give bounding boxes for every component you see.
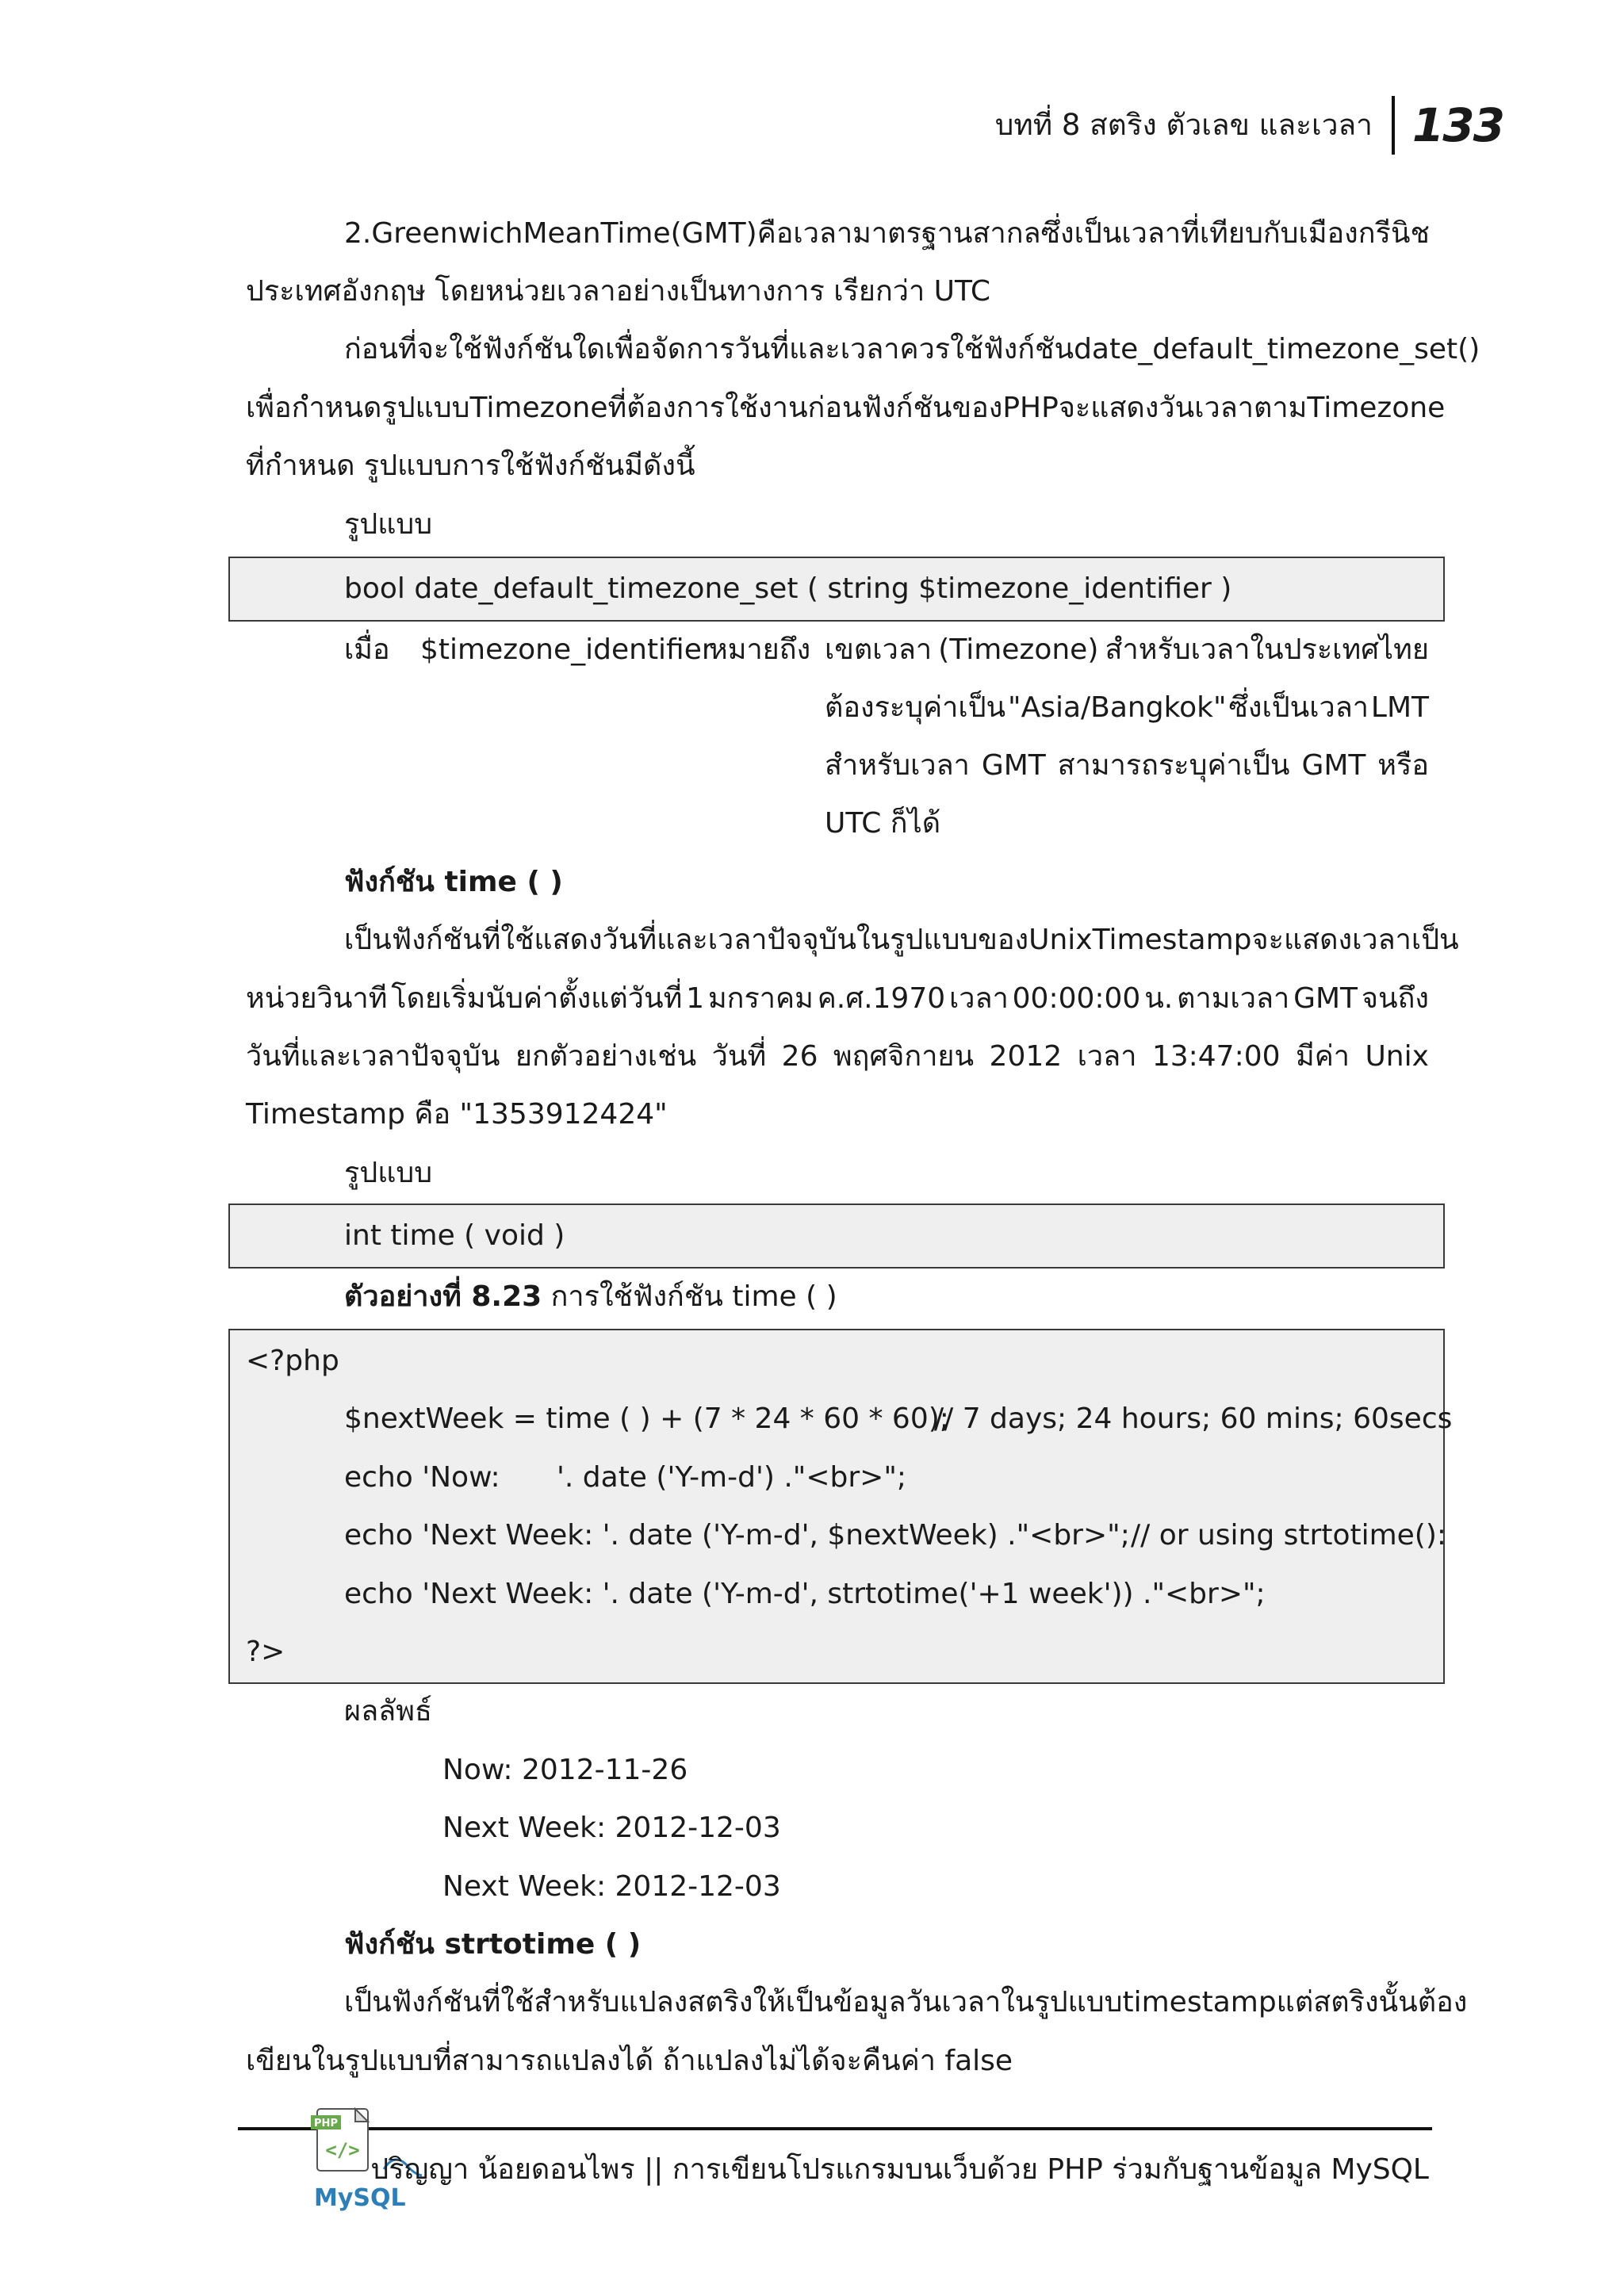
- syntax-label: รูปแบบ: [344, 1157, 433, 1189]
- text: 00:00:00: [1012, 982, 1141, 1015]
- logo-code-tag: </>: [325, 2139, 360, 2161]
- paragraph-time-line-2: [246, 979, 1429, 1019]
- code-line-4: echo 'Next Week: '. date ('Y-m-d', strtotime('+1 week')) ."<br>";: [344, 1578, 1266, 1610]
- syntax-text: int time ( void ): [344, 1219, 565, 1252]
- syntax-label: รูปแบบ: [344, 508, 433, 541]
- example-caption: [344, 1277, 837, 1317]
- paragraph-timezone-line-1: [344, 330, 1480, 369]
- paragraph-timezone-line-2: [246, 388, 1446, 428]
- text: หรือ: [1377, 749, 1429, 782]
- logo-php-text: PHP: [314, 2118, 338, 2130]
- result-line-2: Next Week: 2012-12-03: [442, 1812, 781, 1844]
- heading-time-function: ฟังก์ชัน time ( ): [344, 866, 563, 898]
- text: GMT: [981, 749, 1046, 782]
- param-desc-line-1: [825, 630, 1429, 670]
- text: เวลา: [1077, 1040, 1137, 1073]
- text: ซึ่งเป็นเวลา: [1228, 691, 1369, 724]
- text: Greenwich: [371, 217, 523, 250]
- text: 26: [781, 1040, 818, 1073]
- text: จนถึง: [1361, 982, 1429, 1015]
- paragraph-time-line-3: [246, 1037, 1429, 1077]
- text: (Timezone): [938, 633, 1099, 666]
- page-header: [995, 94, 1503, 157]
- text: (GMT): [670, 217, 757, 250]
- text: date_default_timezone_set: [1074, 333, 1458, 365]
- text: ค.ศ.1970: [817, 982, 946, 1015]
- text: เขตเวลา: [825, 633, 933, 666]
- text: ก่อนที่จะใช้ฟังก์ชันใดเพื่อจัดการวันที่และเวลา: [344, 333, 900, 365]
- result-line-3: Next Week: 2012-12-03: [442, 1870, 781, 1903]
- param-desc-line-2: [825, 688, 1429, 728]
- logo-mysql-text: MySQL: [314, 2184, 406, 2212]
- code-line-2a: echo 'Now:: [344, 1461, 500, 1494]
- paragraph-gmt-line-2: ประเทศอังกฤษ โดยหน่วยเวลาอย่างเป็นทางการ เรียกว่า UTC: [246, 275, 990, 308]
- param-desc-line-4: UTC ก็ได้: [825, 807, 941, 840]
- text: timestamp: [1122, 1986, 1277, 2019]
- text: เป็นฟังก์ชันที่ใช้สำหรับแปลงสตริงให้เป็นข้อมูลวันเวลาในรูปแบบ: [344, 1986, 1123, 2019]
- param-means: หมายถึง: [709, 633, 811, 666]
- code-example-box: [228, 1329, 1453, 1684]
- footer-credit: ปริญญา น้อยดอนไพร || การเขียนโปรแกรมบนเว็บด้วย PHP ร่วมกับฐานข้อมูล MySQL: [370, 2153, 1429, 2186]
- text: มกราคม: [707, 982, 814, 1015]
- text: Timestamp: [1092, 924, 1252, 956]
- text: Unix: [1365, 1040, 1429, 1073]
- text: หน่วยวินาที: [246, 982, 388, 1015]
- text: 2.: [344, 217, 372, 250]
- text: LMT: [1370, 691, 1429, 724]
- syntax-text: bool date_default_timezone_set ( string $timezone_identifier ): [344, 572, 1232, 605]
- code-line-3: echo 'Next Week: '. date ('Y-m-d', $nextWeek) ."<br>";: [344, 1519, 1130, 1552]
- text: ที่ต้องการใช้งานก่อน: [607, 392, 862, 424]
- text: น.: [1144, 982, 1174, 1015]
- text: เป็นฟังก์ชันที่ใช้แสดงวันที่และเวลาปัจจุบันในรูปแบบของ: [344, 924, 1029, 956]
- page-number: 133: [1411, 98, 1503, 152]
- text: วันที่และเวลาปัจจุบัน: [246, 1040, 500, 1073]
- text: 13:47:00: [1151, 1040, 1281, 1073]
- text: GMT: [1293, 982, 1358, 1015]
- chapter-title: บทที่ 8 สตริง ตัวเลข และเวลา: [994, 108, 1373, 142]
- text: จะแสดงวันเวลาตาม: [1058, 392, 1308, 424]
- text: พฤศจิกายน: [833, 1040, 975, 1073]
- paragraph-strtotime-line-1: [344, 1983, 1468, 2022]
- text: เวลามาตรฐานสากล: [793, 217, 1041, 250]
- paragraph-time-line-1: [344, 920, 1459, 960]
- param-desc-line-3: [825, 746, 1429, 786]
- text: สามารถระบุค่าเป็น: [1057, 749, 1290, 782]
- text: 1: [686, 982, 705, 1015]
- result-label: ผลลัพธ์: [344, 1695, 432, 1728]
- code-comment-1: // 7 days; 24 hours; 60 mins; 60secs: [934, 1402, 1453, 1435]
- text: GMT: [1301, 749, 1366, 782]
- code-line-open: <?php: [246, 1345, 339, 1377]
- example-number: ตัวอย่างที่ 8.23: [344, 1280, 542, 1313]
- code-line-1: $nextWeek = time ( ) + (7 * 24 * 60 * 60);: [344, 1402, 949, 1435]
- param-when: เมื่อ: [344, 633, 390, 666]
- paragraph-gmt-line-1: [344, 214, 1429, 254]
- code-line-close: ?>: [246, 1636, 285, 1668]
- text: คือ: [756, 217, 794, 250]
- text: PHP: [1002, 392, 1059, 424]
- text: ซึ่งเป็นเวลาที่เทียบกับเมืองกรีนิช: [1040, 217, 1430, 250]
- text: มีค่า: [1295, 1040, 1350, 1073]
- paragraph-timezone-line-3: ที่กำหนด รูปแบบการใช้ฟังก์ชันมีดังนี้: [246, 450, 695, 482]
- text: เพื่อกำหนดรูปแบบ: [246, 392, 470, 424]
- text: ยกตัวอย่างเช่น: [515, 1040, 697, 1073]
- param-name: $timezone_identifier: [420, 633, 714, 666]
- text: ฟังก์ชันของ: [861, 392, 1003, 424]
- text: Mean: [523, 217, 601, 250]
- heading-strtotime-function: ฟังก์ชัน strtotime ( ): [344, 1928, 642, 1961]
- text: Time: [600, 217, 671, 250]
- syntax-box-time: [228, 1203, 1445, 1269]
- text: 2012: [989, 1040, 1063, 1073]
- text: แต่สตริงนั้นต้อง: [1276, 1986, 1468, 2019]
- text: สำหรับเวลาในประเทศไทย: [1105, 633, 1429, 666]
- text: Timezone: [1307, 392, 1446, 424]
- text: วันที่: [711, 1040, 767, 1073]
- syntax-box-timezone: [228, 557, 1445, 622]
- text: เวลา: [948, 982, 1009, 1015]
- text: ควรใช้ฟังก์ชัน: [899, 333, 1074, 365]
- text: (): [1457, 333, 1480, 365]
- text: ต้องระบุค่าเป็น: [825, 691, 1006, 724]
- paragraph-time-line-4: Timestamp คือ "1353912424": [246, 1098, 668, 1131]
- text: Timezone: [469, 392, 608, 424]
- result-line-1: Now: 2012-11-26: [442, 1754, 688, 1786]
- text: Unix: [1028, 924, 1093, 956]
- text: จะแสดงเวลาเป็น: [1251, 924, 1459, 956]
- text: "Asia/Bangkok": [1008, 691, 1227, 724]
- text: สำหรับเวลา: [825, 749, 970, 782]
- example-title: การใช้ฟังก์ชัน time ( ): [542, 1280, 837, 1313]
- code-comment-3: // or using strtotime():: [1131, 1519, 1447, 1552]
- text: โดยเริ่มนับค่าตั้งแต่วันที่: [391, 982, 683, 1015]
- code-line-2b: '. date ('Y-m-d') ."<br>";: [557, 1461, 907, 1494]
- paragraph-strtotime-line-2: เขียนในรูปแบบที่สามารถแปลงได้ ถ้าแปลงไม่ได้จะคืนค่า false: [246, 2045, 1013, 2077]
- text: ตามเวลา: [1177, 982, 1290, 1015]
